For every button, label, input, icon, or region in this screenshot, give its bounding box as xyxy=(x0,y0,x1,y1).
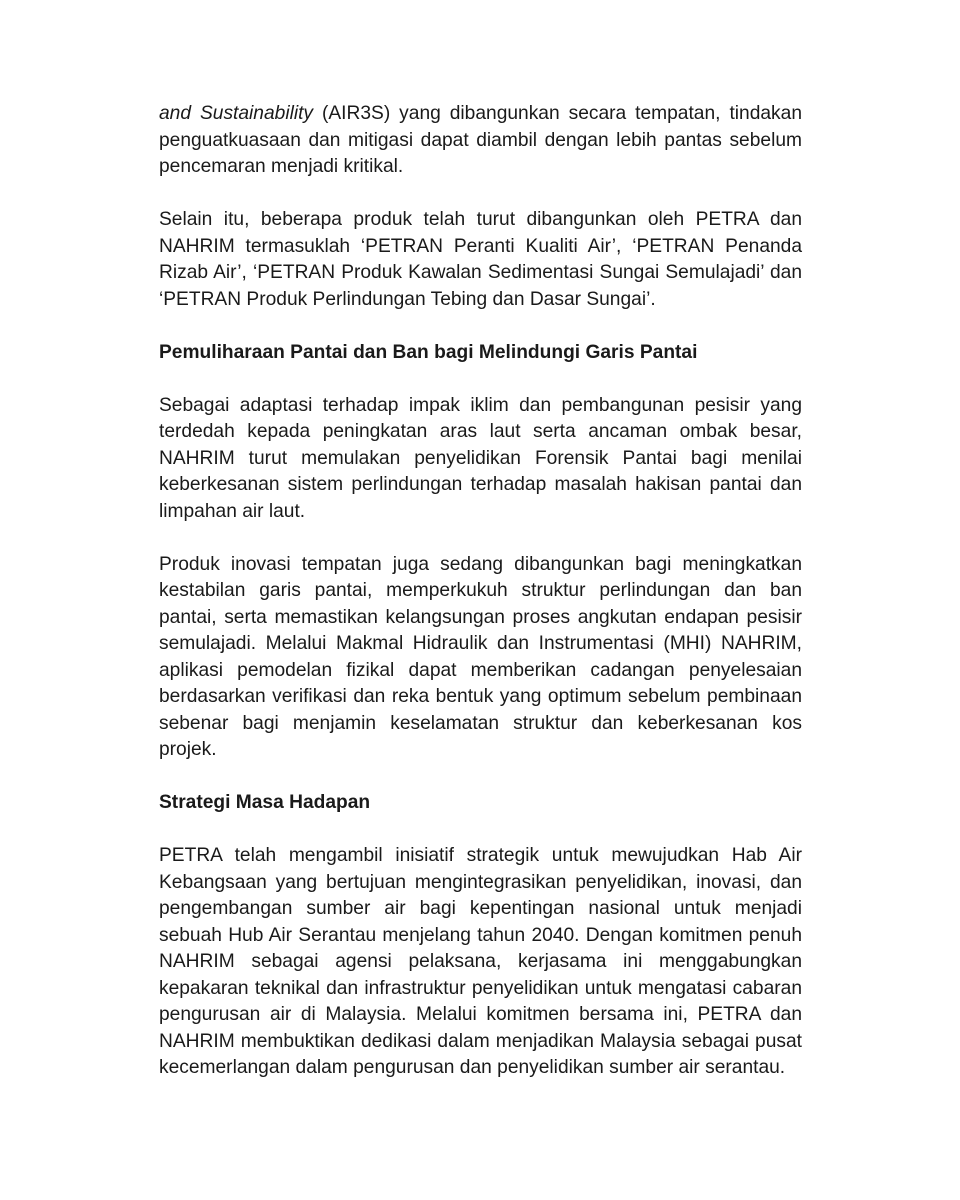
italic-lead: and Sustainability xyxy=(159,103,314,124)
paragraph-air3s xyxy=(159,101,802,181)
paragraph-products: Selain itu, beberapa produk telah turut dibangunkan oleh PETRA dan NAHRIM termasuklah ‘PETRAN Peranti Kualiti Air’, ‘PETRAN Penanda Rizab Air’, ‘PETRAN Produk Kawalan Sedimentasi Sungai Semulajadi’ dan ‘PETRAN Produk Perlindungan Tebing dan Dasar Sungai’. xyxy=(159,209,802,310)
heading-future-strategy: Strategi Masa Hadapan xyxy=(159,792,371,813)
paragraph-innovation-products: Produk inovasi tempatan juga sedang dibangunkan bagi meningkatkan kestabilan garis pantai, memperkukuh struktur perlindungan dan ban pantai, serta memastikan kelangsungan proses angkutan endapan pesisir semulajadi. Melalui Makmal Hidraulik dan Instrumentasi (MHI) NAHRIM, aplikasi pemodelan fizikal dapat memberikan cadangan penyelesaian berdasarkan verifikasi dan reka bentuk yang optimum sebelum pembinaan sebenar bagi menjamin keselamatan struktur dan keberkesanan kos projek. xyxy=(159,553,802,760)
heading-coastal-conservation: Pemuliharaan Pantai dan Ban bagi Melindungi Garis Pantai xyxy=(159,341,698,363)
paragraph-coastal-forensics: Sebagai adaptasi terhadap impak iklim dan pembangunan pesisir yang terdedah kepada peningkatan aras laut serta ancaman ombak besar, NAHRIM turut memulakan penyelidikan Forensik Pantai bagi menilai keberkesanan sistem perlindungan terhadap masalah hakisan pantai dan limpahan air laut. xyxy=(159,394,802,522)
document-page xyxy=(159,101,802,1082)
paragraph-air3s-text: (AIR3S) yang dibangunkan secara tempatan, tindakan penguatkuasaan dan mitigasi dapat diambil dengan lebih pantas sebelum pencemaran menjadi kritikal. xyxy=(159,103,802,177)
paragraph-water-hub: PETRA telah mengambil inisiatif strategik untuk mewujudkan Hab Air Kebangsaan yang bertujuan mengintegrasikan penyelidikan, inovasi, dan pengembangan sumber air bagi kepentingan nasional untuk menjadi sebuah Hub Air Serantau menjelang tahun 2040. Dengan komitmen penuh NAHRIM sebagai agensi pelaksana, kerjasama ini menggabungkan kepakaran teknikal dan infrastruktur penyelidikan untuk mengatasi cabaran pengurusan air di Malaysia. Melalui komitmen bersama ini, PETRA dan NAHRIM membuktikan dedikasi dalam menjadikan Malaysia sebagai pusat kecemerlangan dalam pengurusan dan penyelidikan sumber air serantau. xyxy=(159,845,802,1078)
